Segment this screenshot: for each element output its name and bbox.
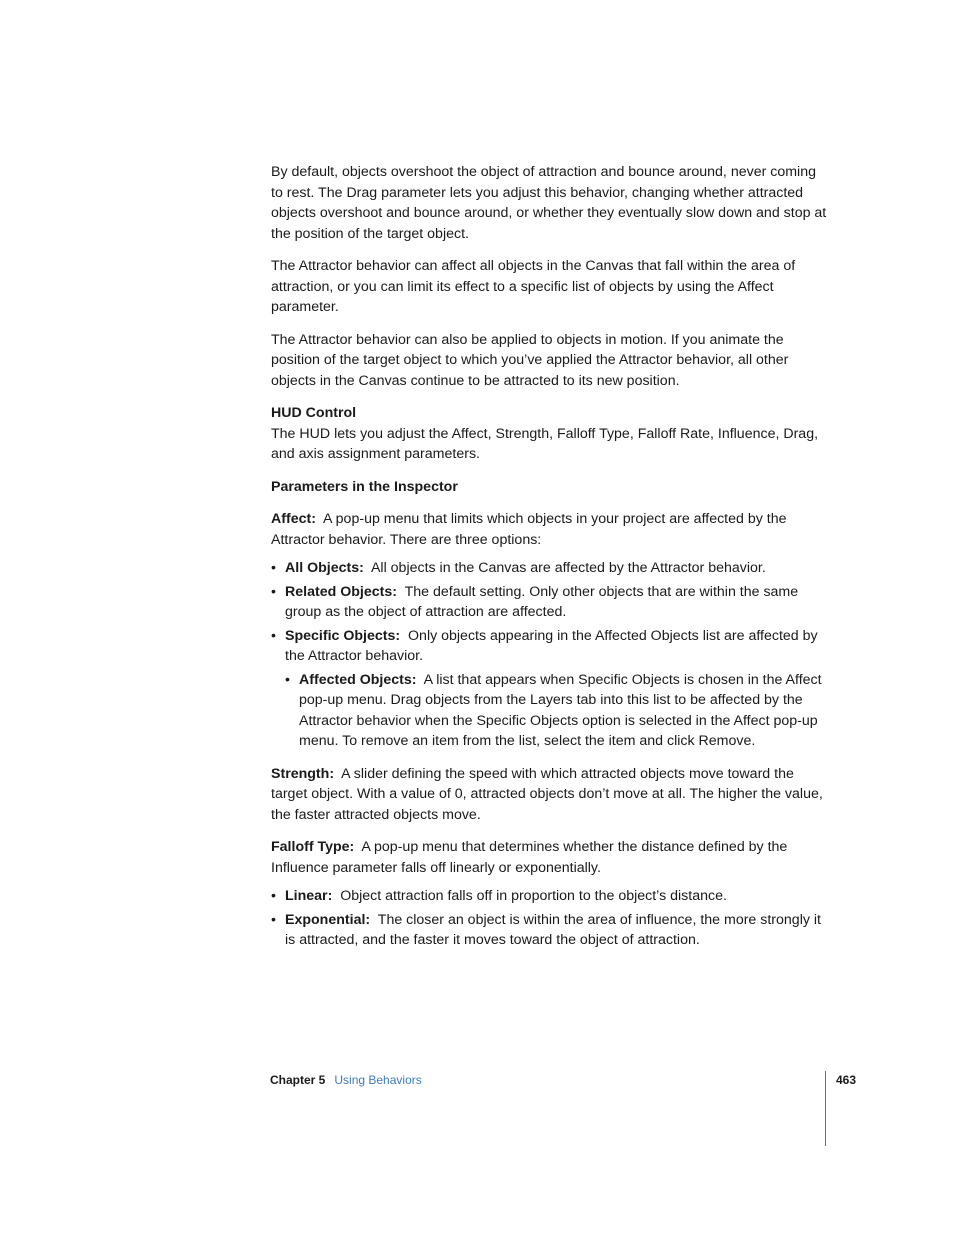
option-text: A list that appears when Specific Objects is chosen in the Affect pop-up menu. Drag objects from the Layers tab into this list to be affected by the Attractor behavior when the Specific Objects option is selected in the Affect pop-up menu. To remove an item from the list, select the item and click Remove. <box>299 671 822 749</box>
strength-paragraph <box>271 764 827 826</box>
affect-paragraph <box>271 509 827 550</box>
option-label: Specific Objects: <box>285 627 401 644</box>
option-label: Exponential: <box>285 911 371 928</box>
footer-chapter: Chapter 5 <box>270 1073 326 1087</box>
strength-label: Strength: <box>271 765 335 782</box>
list-item <box>285 670 827 752</box>
paragraph-drag: By default, objects overshoot the object of attraction and bounce around, never coming to rest. The Drag parameter lets you adjust this behavior, changing whether attracted objects overshoot and bounce around, or whether they eventually slow down and stop at the position of the target object. <box>271 164 827 242</box>
option-text: All objects in the Canvas are affected by the Attractor behavior. <box>370 560 766 576</box>
option-text: Object attraction falls off in proportion to the object’s distance. <box>340 888 727 904</box>
hud-section <box>271 403 827 465</box>
affect-label: Affect: <box>271 511 316 527</box>
option-label: Affected Objects: <box>299 671 417 688</box>
option-label: Related Objects: <box>285 583 397 600</box>
hud-heading: HUD Control <box>271 405 357 421</box>
falloff-label: Falloff Type: <box>271 839 355 855</box>
footer-section-link[interactable]: Using Behaviors <box>334 1073 422 1087</box>
list-item <box>271 910 827 951</box>
page-number: 463 <box>836 1073 857 1087</box>
list-item <box>271 626 827 752</box>
inspector-heading: Parameters in the Inspector <box>271 478 458 495</box>
option-text: The default setting. Only other objects that are within the same group as the object of attraction are affected. <box>285 583 799 620</box>
paragraph-motion: The Attractor behavior can also be applied to objects in motion. If you animate the position of the target object to which you’ve applied the Attractor behavior, all other objects in the Canvas continue to be attracted to its new position. <box>271 331 789 389</box>
hud-text: The HUD lets you adjust the Affect, Strength, Falloff Type, Falloff Rate, Influence, Drag, and axis assignment parameters. <box>271 425 819 462</box>
falloff-options-list <box>271 886 827 951</box>
strength-text: A slider defining the speed with which attracted objects move toward the target object. With a value of 0, attracted objects don’t move at all. The higher the value, the faster attracted objects move. <box>271 765 823 823</box>
option-text: The closer an object is within the area of influence, the more strongly it is attracted, and the faster it moves toward the object of attraction. <box>285 911 821 948</box>
option-label: All Objects: <box>285 560 364 576</box>
list-item <box>271 886 827 907</box>
option-text: Only objects appearing in the Affected Objects list are affected by the Attractor behavior. <box>285 627 818 664</box>
option-label: Linear: <box>285 888 333 904</box>
specific-objects-sublist <box>285 670 827 752</box>
list-item <box>271 582 827 623</box>
list-item <box>271 558 827 579</box>
affect-options-list <box>271 558 827 752</box>
falloff-paragraph <box>271 837 827 878</box>
footer-divider <box>825 1071 826 1146</box>
affect-text: A pop-up menu that limits which objects in your project are affected by the Attractor behavior. There are three options: <box>271 511 787 548</box>
falloff-text: A pop-up menu that determines whether the distance defined by the Influence parameter falls off linearly or exponentially. <box>271 839 788 876</box>
page-footer <box>270 1072 422 1088</box>
page-content <box>271 162 827 963</box>
paragraph-affect-scope: The Attractor behavior can affect all objects in the Canvas that fall within the area of attraction, or you can limit its effect to a specific list of objects by using the Affect parameter. <box>271 258 796 315</box>
